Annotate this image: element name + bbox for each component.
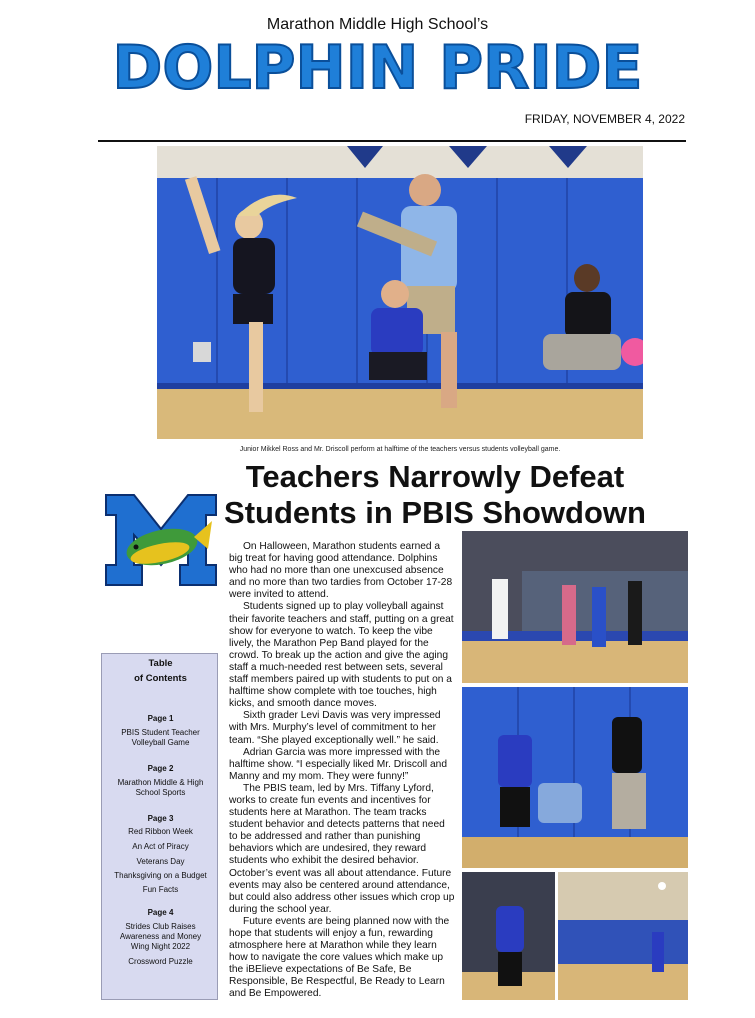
toc-page-4-heading: Page 4 xyxy=(147,908,174,917)
toc-item-crossword: Crossword Puzzle xyxy=(128,957,193,966)
toc-item-sports: Marathon Middle & High School Sports xyxy=(117,778,204,797)
school-name: Marathon Middle High School’s xyxy=(266,16,489,33)
photo-staff-member xyxy=(462,872,555,1000)
article-paragraph: Sixth grader Levi Davis was very impressed with Mrs. Murphy’s level of commitment to her team. “She played exceptionally well.” he said. xyxy=(229,710,441,746)
toc-title-line-1: Table xyxy=(148,658,173,669)
issue-date: FRIDAY, NOVEMBER 4, 2022 xyxy=(524,112,685,126)
dolphin-logo-icon xyxy=(104,491,219,588)
article-paragraph: Students signed up to play volleyball against their favorite teachers and staff, putting on a great show for everyone to watch. To keep the vibe lively, the Marathon Pep Band played for the crowd. To break up the action and give the aging staff a much-needed rest between sets, several staff members paired up with students to put on a halftime show complete with toe touches, high kicks, and smooth dance moves. xyxy=(229,601,454,710)
photo-staff-dancing-image xyxy=(462,687,688,868)
toc-item-fun-facts: Fun Facts xyxy=(142,885,179,894)
photo-volleyball-action-image xyxy=(558,872,688,1000)
main-photo-caption: Junior Mikkel Ross and Mr. Driscoll perform at halftime of the teachers versus students volleyball game. xyxy=(239,446,561,453)
toc-item-wing-night: Wing Night 2022 xyxy=(130,942,191,951)
headline-line-2: Students in PBIS Showdown xyxy=(224,495,646,530)
toc-item-volleyball-game: PBIS Student Teacher Volleyball Game xyxy=(121,728,200,747)
photo-staff-dancing xyxy=(462,687,688,868)
toc-item-act-of-piracy: An Act of Piracy xyxy=(132,842,189,851)
article-paragraph: On Halloween, Marathon students earned a big treat for having good attendance. Dolphins who had no more than one unexcused absence and no more than two tardies from October 17-28 were invited to attend. xyxy=(229,541,453,601)
photo-volleyball-action xyxy=(558,872,688,1000)
photo-volleyball-match-image xyxy=(462,531,688,683)
main-photo-image xyxy=(157,146,643,439)
toc-page-1-heading: Page 1 xyxy=(147,714,174,723)
article-paragraph: The PBIS team, led by Mrs. Tiffany Lyford, works to create fun events and incentives for students here at Marathon. The team tracks student behavior and detects patterns that need to be addressed and rather than punishing behaviors which are undesired, they reward students who exhibit the desired behavior. October’s event was all about attendance. Future events may also be centered around attendance, but could also address other issues which crop up during the school year. xyxy=(229,782,455,915)
article-body xyxy=(229,541,455,1001)
photo-staff-member-image xyxy=(462,872,555,1000)
photo-volleyball-match xyxy=(462,531,688,683)
article-paragraph: Future events are being planned now with the hope that students will enjoy a fun, rewarding atmosphere here at Marathon while they learn how to navigate the core values which make up the iBElieve expectations of Be Safe, Be Responsible, Be Respectful, Be Ready to Learn and Be Empowered. xyxy=(229,915,450,1000)
toc-title-line-2: of Contents xyxy=(134,673,187,684)
article-headline xyxy=(210,459,660,531)
main-photo-halftime-show xyxy=(157,146,643,439)
headline-line-1: Teachers Narrowly Defeat xyxy=(245,459,625,494)
article-paragraph: Adrian Garcia was more impressed with the halftime show. “I especially liked Mr. Driscoll and Manny and my mom. They were funny!” xyxy=(229,746,447,782)
toc-page-3-heading: Page 3 xyxy=(147,814,174,823)
table-of-contents xyxy=(101,653,218,1000)
header-rule xyxy=(98,140,686,142)
dolphin-m-logo xyxy=(104,491,219,588)
toc-item-strides-club: Strides Club Raises Awareness and Money xyxy=(119,922,202,941)
newspaper-masthead: DOLPHIN PRIDE xyxy=(112,33,643,103)
toc-item-veterans-day: Veterans Day xyxy=(136,857,185,866)
toc-item-red-ribbon-week: Red Ribbon Week xyxy=(128,827,193,836)
toc-item-thanksgiving-budget: Thanksgiving on a Budget xyxy=(114,871,207,880)
toc-page-2-heading: Page 2 xyxy=(147,764,174,773)
